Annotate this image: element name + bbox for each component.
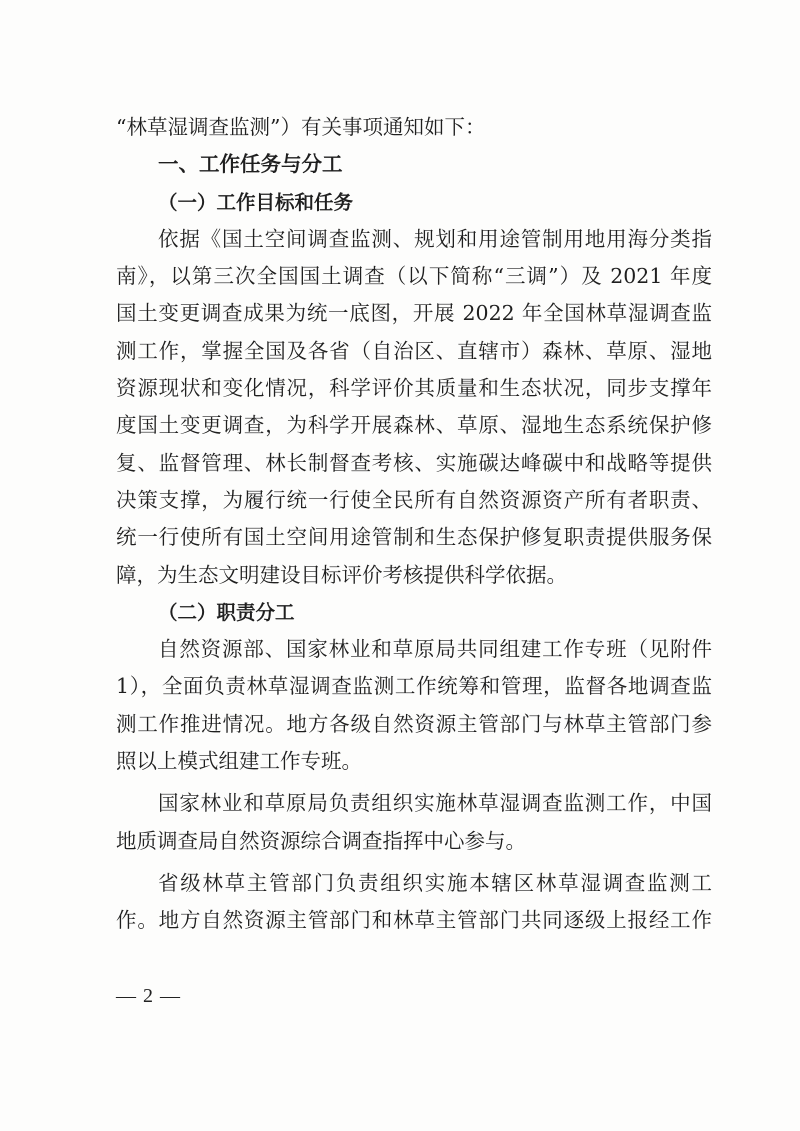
text-line: 省级林草主管部门负责组织实施本辖区林草湿调查监测工 [158, 870, 712, 895]
text-line: 障，为生态文明建设目标评价考核提供科学依据。 [116, 562, 567, 587]
text-line: 照以上模式组建工作专班。 [116, 749, 362, 774]
text-line: 自然资源部、国家林业和草原局共同组建工作专班（见附件 [158, 637, 712, 662]
document-body [116, 109, 712, 940]
text-line: 国土变更调查成果为统一底图，开展 2022 年全国林草湿调查监 [116, 301, 712, 326]
subsection-heading: （二）职责分工 [158, 600, 295, 624]
text-line: 复、监督管理、林长制督查考核、实施碳达峰碳中和战略等提供 [116, 450, 712, 475]
text-line: “林草湿调查监测”）有关事项通知如下： [116, 115, 486, 139]
text-line: 测工作推进情况。地方各级自然资源主管部门与林草主管部门参 [116, 711, 712, 736]
text-line: 地质调查局自然资源综合调查指挥中心参与。 [116, 828, 526, 853]
text-line: 决策支撑，为履行统一行使全民所有自然资源资产所有者职责、 [116, 487, 712, 512]
text-line: 度国土变更调查，为科学开展森林、草原、湿地生态系统保护修 [116, 413, 712, 438]
text-line: 南》，以第三次全国国土调查（以下简称“三调”）及 2021 年度 [116, 264, 712, 289]
text-line: 1），全面负责林草湿调查监测工作统筹和管理，监督各地调查监 [116, 674, 712, 699]
text-line: 测工作，掌握全国及各省（自治区、直辖市）森林、草原、湿地 [116, 338, 712, 363]
page-number: — 2 — [116, 985, 181, 1007]
text-line: 作。地方自然资源主管部门和林草主管部门共同逐级上报经工作 [116, 908, 712, 933]
text-line: 统一行使所有国土空间用途管制和生态保护修复职责提供服务保 [116, 525, 712, 550]
section-heading: 一、工作任务与分工 [158, 152, 343, 177]
text-line: 资源现状和变化情况，科学评价其质量和生态状况，同步支撑年 [116, 376, 712, 401]
text-line: 依据《国土空间调查监测、规划和用途管制用地用海分类指 [158, 226, 712, 251]
text-line: 国家林业和草原局负责组织实施林草湿调查监测工作，中国 [158, 791, 712, 816]
subsection-heading: （一）工作目标和任务 [158, 190, 354, 214]
